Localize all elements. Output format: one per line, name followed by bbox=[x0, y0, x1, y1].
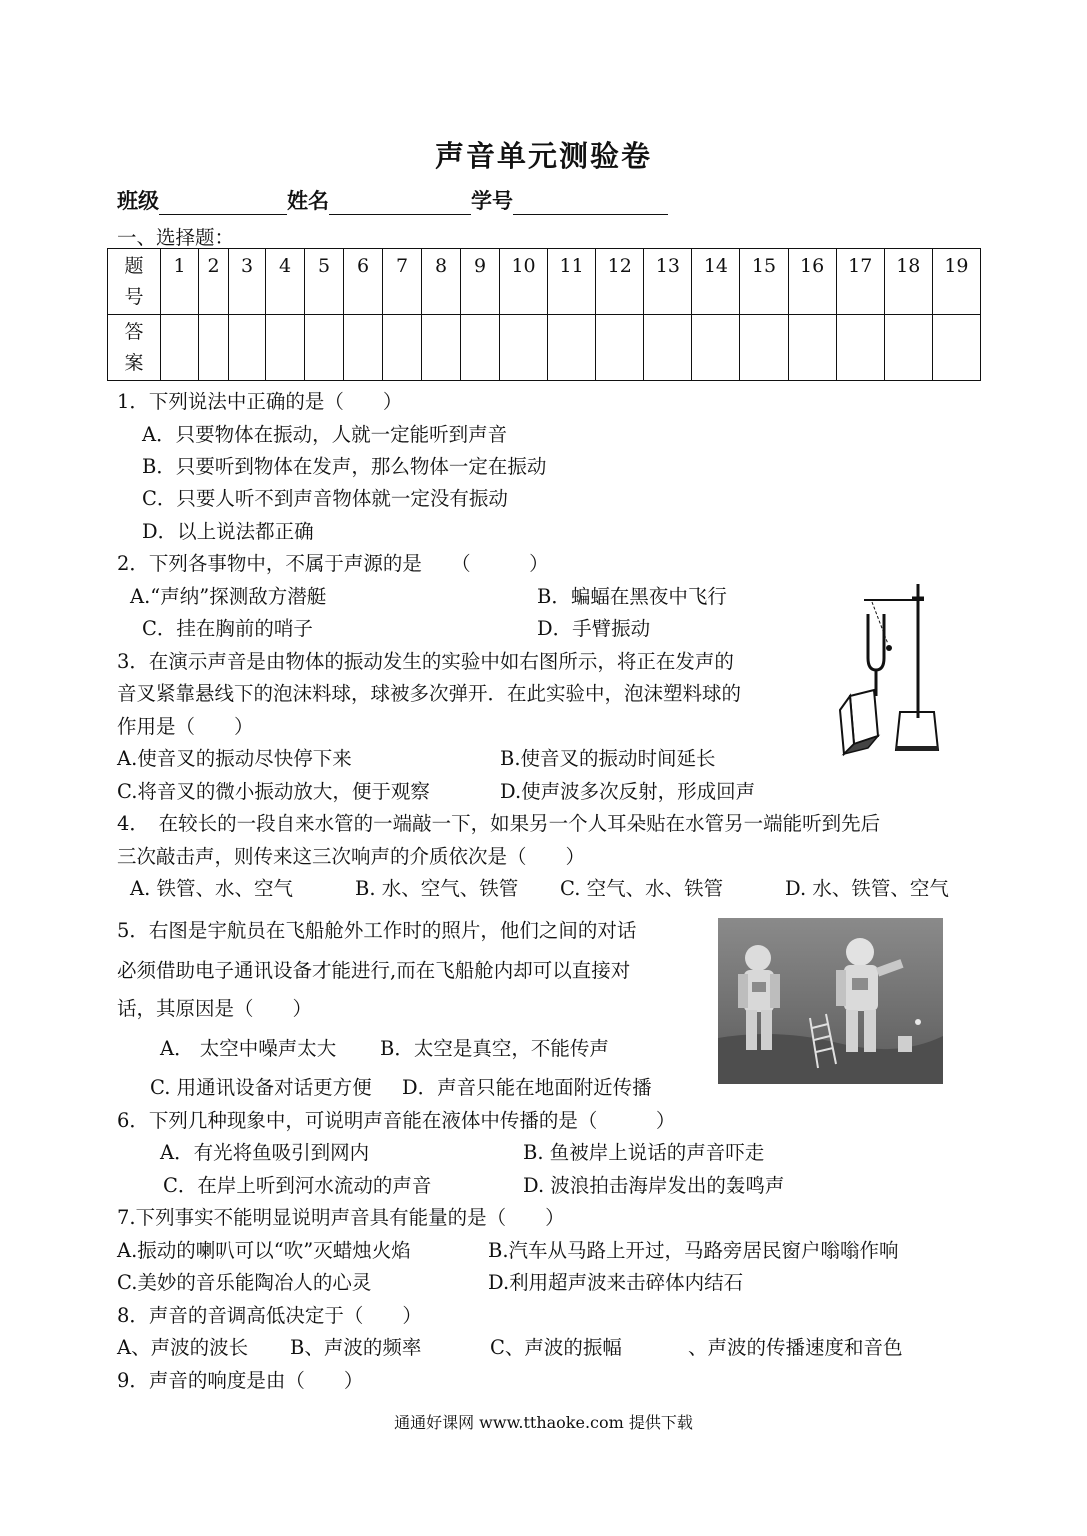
question-1-option-d: D．以上说法都正确 bbox=[142, 520, 314, 543]
table-cell: 2 bbox=[199, 249, 229, 315]
question-3-stem-line1: 3．在演示声音是由物体的振动发生的实验中如右图所示，将正在发声的 bbox=[117, 650, 734, 673]
answer-cell[interactable] bbox=[199, 315, 229, 381]
table-cell: 3 bbox=[229, 249, 266, 315]
question-6-stem: 6．下列几种现象中，可说明声音能在液体中传播的是（ ） bbox=[117, 1109, 676, 1132]
answer-cell[interactable] bbox=[161, 315, 199, 381]
answer-cell[interactable] bbox=[836, 315, 884, 381]
question-3-option-b: B.使音叉的振动时间延长 bbox=[500, 747, 716, 770]
astronaut-photo bbox=[718, 918, 943, 1084]
question-6-option-a: A．有光将鱼吸引到网内 bbox=[160, 1141, 370, 1164]
answer-cell[interactable] bbox=[422, 315, 461, 381]
table-cell: 17 bbox=[836, 249, 884, 315]
table-cell: 18 bbox=[884, 249, 932, 315]
answer-cell[interactable] bbox=[266, 315, 305, 381]
number-row-header: 题 号 bbox=[108, 249, 161, 315]
question-4-stem-line2: 三次敲击声，则传来这三次响声的介质依次是（ ） bbox=[117, 845, 586, 868]
question-7-stem: 7.下列事实不能明显说明声音具有能量的是（ ） bbox=[117, 1206, 565, 1229]
answer-cell[interactable] bbox=[383, 315, 422, 381]
question-5-stem-line3: 话，其原因是（ ） bbox=[117, 997, 313, 1020]
page-title: 声音单元测验卷 bbox=[434, 139, 652, 173]
student-info-line bbox=[117, 185, 668, 215]
name-label: 姓名 bbox=[287, 188, 329, 213]
question-9-stem: 9．声音的响度是由（ ） bbox=[117, 1369, 364, 1392]
question-2-option-b: B．蝙蝠在黑夜中飞行 bbox=[537, 585, 727, 608]
answer-row bbox=[108, 315, 981, 381]
question-5-option-a: A． 太空中噪声太大 bbox=[160, 1037, 337, 1060]
answer-cell[interactable] bbox=[788, 315, 836, 381]
question-5-option-c: C. 用通讯设备对话更方便 bbox=[150, 1076, 372, 1099]
question-2-stem: 2．下列各事物中，不属于声源的是 （ ） bbox=[117, 552, 549, 575]
question-4-option-a: A. 铁管、水、空气 bbox=[130, 877, 293, 900]
table-cell: 5 bbox=[305, 249, 344, 315]
question-1-stem: 1．下列说法中正确的是（ ） bbox=[117, 390, 403, 413]
question-5-stem-line1: 5．右图是宇航员在飞船舱外工作时的照片，他们之间的对话 bbox=[117, 919, 637, 942]
number-label: 学号 bbox=[471, 188, 513, 213]
question-2-option-c: C．挂在胸前的哨子 bbox=[142, 617, 313, 640]
question-7-option-b: B.汽车从马路上开过，马路旁居民窗户嗡嗡作响 bbox=[488, 1239, 899, 1262]
question-6-option-b: B. 鱼被岸上说话的声音吓走 bbox=[523, 1141, 765, 1164]
table-cell: 4 bbox=[266, 249, 305, 315]
answer-row-header: 答 案 bbox=[108, 315, 161, 381]
table-cell: 1 bbox=[161, 249, 199, 315]
answer-cell[interactable] bbox=[305, 315, 344, 381]
question-3-stem-line3: 作用是（ ） bbox=[117, 715, 254, 738]
question-5-option-b: B．太空是真空，不能传声 bbox=[380, 1037, 609, 1060]
question-4-option-c: C. 空气、水、铁管 bbox=[560, 877, 724, 900]
table-cell: 12 bbox=[596, 249, 644, 315]
class-blank[interactable] bbox=[159, 192, 287, 215]
table-cell: 9 bbox=[461, 249, 500, 315]
answer-cell[interactable] bbox=[932, 315, 980, 381]
table-cell: 7 bbox=[383, 249, 422, 315]
answer-cell[interactable] bbox=[740, 315, 788, 381]
question-3-option-c: C.将音叉的微小振动放大，便于观察 bbox=[117, 780, 430, 803]
answer-cell[interactable] bbox=[644, 315, 692, 381]
question-4-option-d: D. 水、铁管、空气 bbox=[785, 877, 949, 900]
question-5-stem-line2: 必须借助电子通讯设备才能进行,而在飞船舱内却可以直接对 bbox=[117, 959, 631, 982]
question-7-option-a: A.振动的喇叭可以“吹”灭蜡烛火焰 bbox=[117, 1239, 411, 1262]
question-8-stem: 8．声音的音调高低决定于（ ） bbox=[117, 1304, 422, 1327]
table-cell: 10 bbox=[500, 249, 548, 315]
answer-cell[interactable] bbox=[884, 315, 932, 381]
question-8-option-c: C、声波的振幅 bbox=[490, 1336, 622, 1359]
question-3-option-d: D.使声波多次反射，形成回声 bbox=[500, 780, 756, 803]
answer-cell[interactable] bbox=[692, 315, 740, 381]
table-cell: 16 bbox=[788, 249, 836, 315]
number-blank[interactable] bbox=[513, 192, 668, 215]
footer-source: 通通好课网 www.tthaoke.com 提供下载 bbox=[394, 1413, 693, 1432]
question-2-option-a: A.“声纳”探测敌方潜艇 bbox=[130, 585, 327, 608]
table-cell: 14 bbox=[692, 249, 740, 315]
answer-cell[interactable] bbox=[548, 315, 596, 381]
section-heading: 一、选择题： bbox=[117, 226, 235, 249]
question-2-option-d: D．手臂振动 bbox=[537, 617, 651, 640]
table-cell: 6 bbox=[344, 249, 383, 315]
question-number-row bbox=[108, 249, 981, 315]
question-1-option-a: A．只要物体在振动，人就一定能听到声音 bbox=[142, 423, 508, 446]
answer-cell[interactable] bbox=[344, 315, 383, 381]
answer-table bbox=[107, 248, 981, 381]
class-label: 班级 bbox=[117, 188, 159, 213]
table-cell: 15 bbox=[740, 249, 788, 315]
question-6-option-c: C．在岸上听到河水流动的声音 bbox=[163, 1174, 432, 1197]
question-4-stem-line1: 4． 在较长的一段自来水管的一端敲一下，如果另一个人耳朵贴在水管另一端能听到先后 bbox=[117, 812, 881, 835]
question-7-option-c: C.美妙的音乐能陶冶人的心灵 bbox=[117, 1271, 372, 1294]
question-3-option-a: A.使音叉的振动尽快停下来 bbox=[117, 747, 352, 770]
answer-cell[interactable] bbox=[229, 315, 266, 381]
answer-cell[interactable] bbox=[461, 315, 500, 381]
table-cell: 19 bbox=[932, 249, 980, 315]
question-5-option-d: D．声音只能在地面附近传播 bbox=[402, 1076, 652, 1099]
tuning-fork-apparatus-figure bbox=[834, 578, 944, 760]
question-7-option-d: D.利用超声波来击碎体内结石 bbox=[488, 1271, 744, 1294]
name-blank[interactable] bbox=[329, 192, 471, 215]
question-6-option-d: D. 波浪拍击海岸发出的轰鸣声 bbox=[523, 1174, 785, 1197]
question-3-stem-line2: 音叉紧靠悬线下的泡沫料球，球被多次弹开．在此实验中，泡沫塑料球的 bbox=[117, 682, 742, 705]
question-1-option-b: B．只要听到物体在发声，那么物体一定在振动 bbox=[142, 455, 547, 478]
question-8-option-a: A、声波的波长 bbox=[117, 1336, 249, 1359]
table-cell: 8 bbox=[422, 249, 461, 315]
answer-cell[interactable] bbox=[500, 315, 548, 381]
table-cell: 13 bbox=[644, 249, 692, 315]
answer-cell[interactable] bbox=[596, 315, 644, 381]
question-1-option-c: C．只要人听不到声音物体就一定没有振动 bbox=[142, 487, 508, 510]
question-8-option-d: 、声波的传播速度和音色 bbox=[688, 1336, 903, 1359]
question-4-option-b: B. 水、空气、铁管 bbox=[355, 877, 519, 900]
question-8-option-b: B、声波的频率 bbox=[290, 1336, 422, 1359]
table-cell: 11 bbox=[548, 249, 596, 315]
